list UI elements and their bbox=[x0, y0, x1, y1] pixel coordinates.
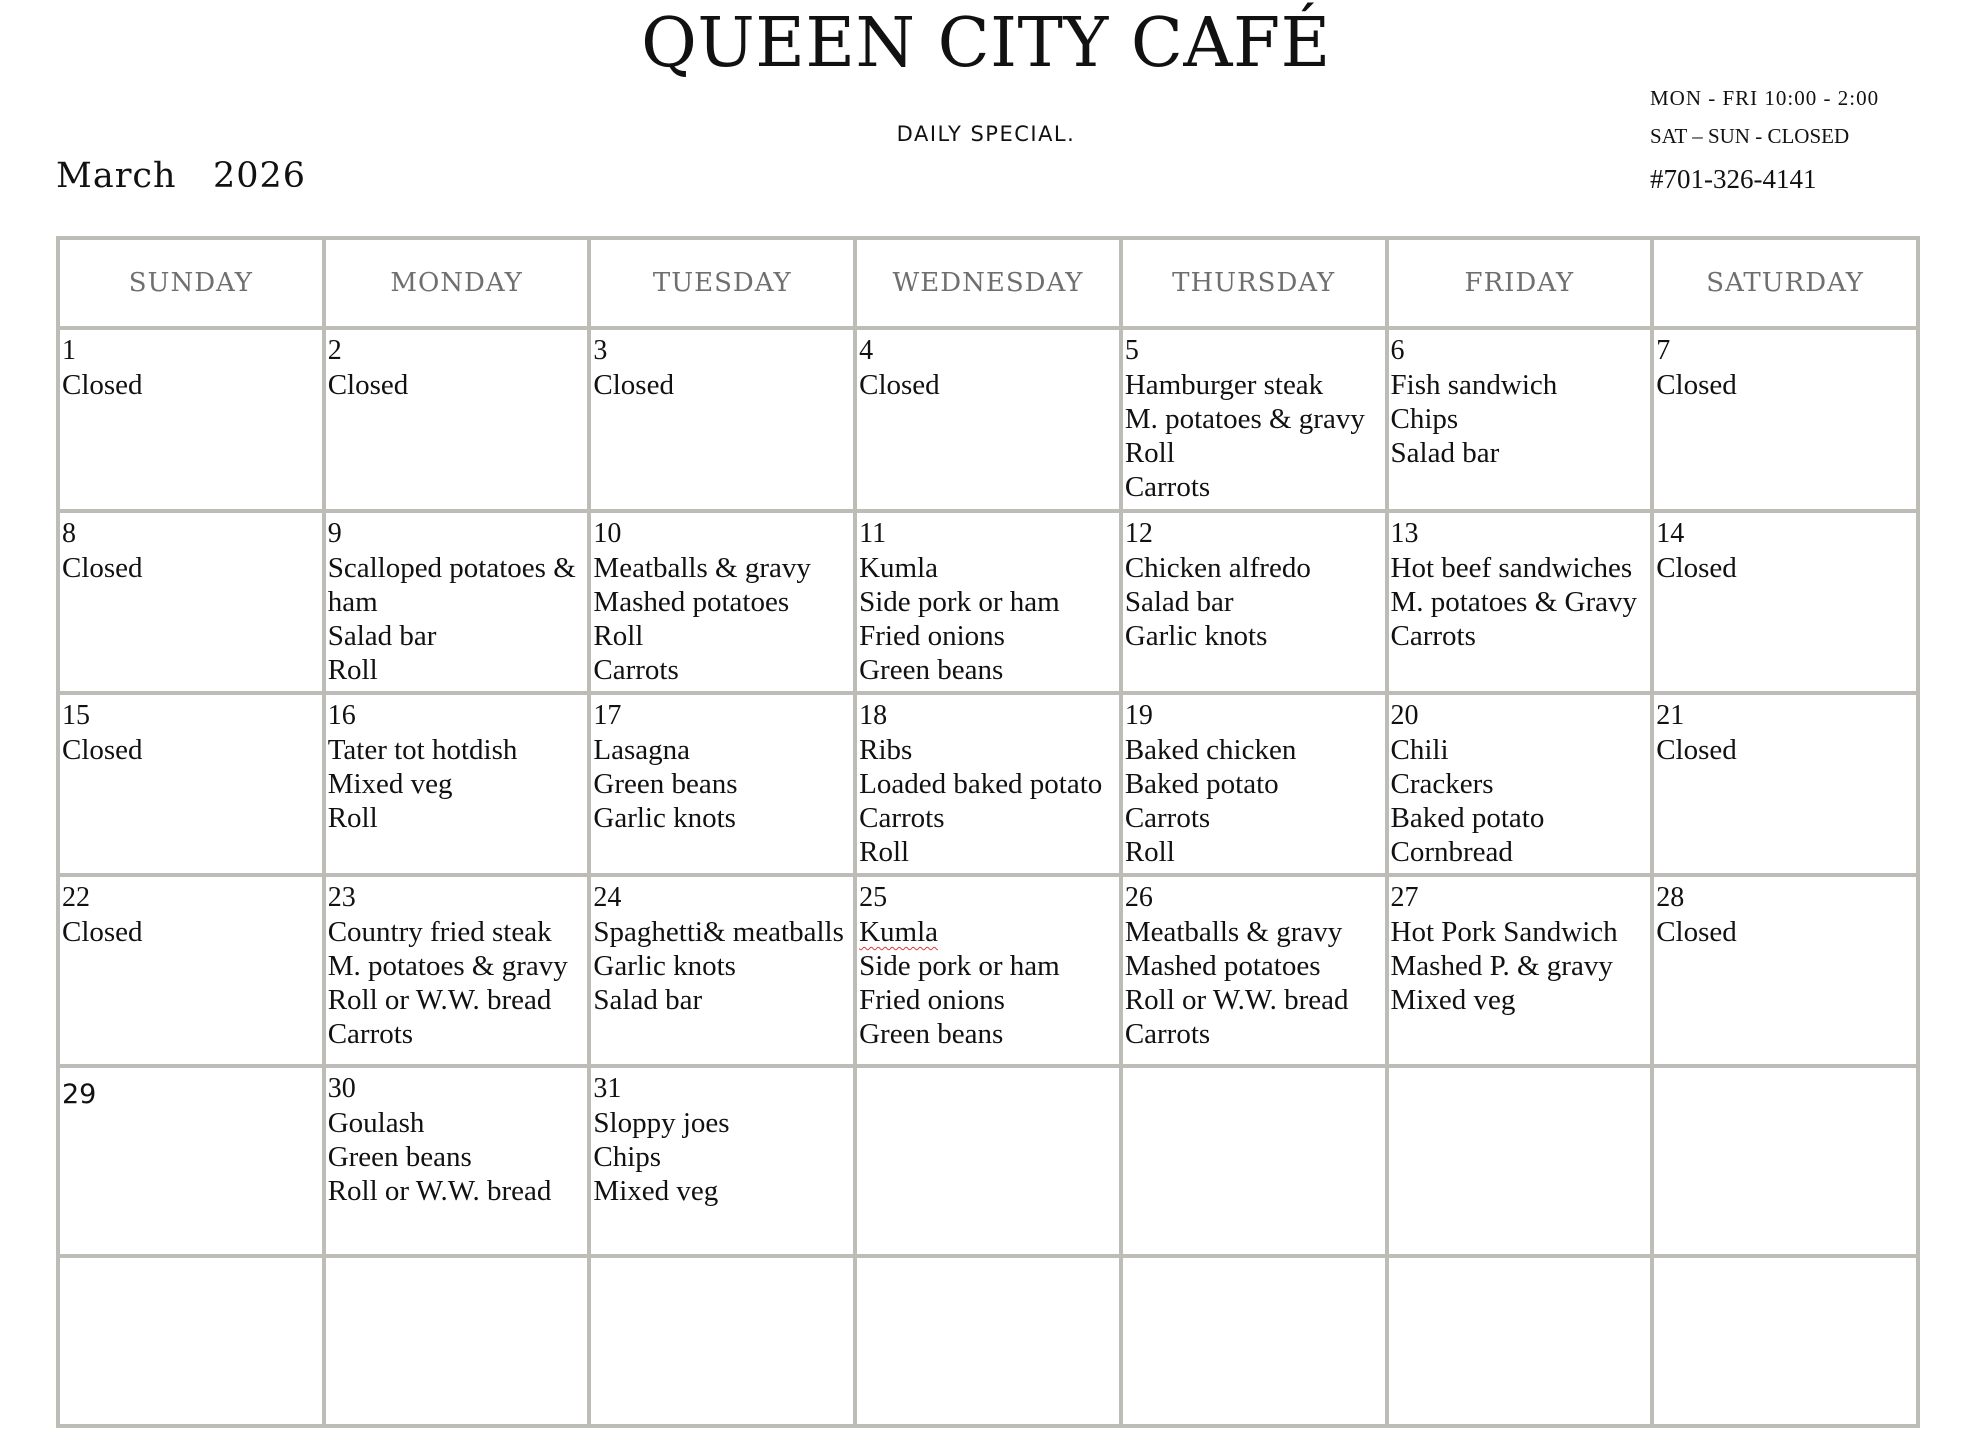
menu-item: Loaded baked potato bbox=[859, 768, 1103, 800]
day-number: 30 bbox=[327, 1073, 356, 1104]
day-cell bbox=[1121, 511, 1387, 693]
menu-item: ham bbox=[327, 586, 378, 618]
day-cell bbox=[589, 875, 855, 1066]
day-cell bbox=[1121, 875, 1387, 1066]
day-number: 26 bbox=[1124, 882, 1153, 913]
menu-item: Closed bbox=[62, 916, 143, 948]
week-row bbox=[58, 693, 1918, 875]
cafe-title: QUEEN CITY CAFÉ bbox=[641, 4, 1331, 83]
day-cell bbox=[1387, 328, 1653, 511]
day-cell bbox=[324, 511, 590, 693]
weekday-header: TUESDAY bbox=[589, 238, 855, 328]
menu-item: Green beans bbox=[859, 1018, 1004, 1050]
menu-item: Carrots bbox=[1124, 802, 1211, 834]
menu-item: M. potatoes & gravy bbox=[327, 950, 568, 982]
menu-item: Kumla bbox=[859, 916, 939, 948]
day-cell bbox=[1652, 875, 1918, 1066]
day-number: 16 bbox=[327, 700, 356, 731]
day-cell bbox=[589, 693, 855, 875]
day-cell bbox=[58, 1066, 324, 1256]
menu-item: Baked potato bbox=[1390, 802, 1545, 834]
menu-item: Green beans bbox=[859, 654, 1004, 686]
day-cell bbox=[855, 1066, 1121, 1256]
day-cell bbox=[1652, 1256, 1918, 1426]
day-cell bbox=[58, 511, 324, 693]
menu-item: Chips bbox=[593, 1141, 662, 1173]
day-number: 28 bbox=[1656, 882, 1685, 913]
subtitle: DAILY SPECIAL. bbox=[896, 122, 1076, 146]
menu-item: Roll bbox=[327, 802, 378, 834]
day-number: 11 bbox=[859, 518, 887, 549]
weekend-hours: SAT – SUN - CLOSED bbox=[1650, 124, 1850, 148]
day-cell bbox=[1652, 511, 1918, 693]
day-number: 1 bbox=[62, 335, 76, 366]
day-cell bbox=[1387, 1256, 1653, 1426]
menu-item: Closed bbox=[859, 369, 940, 401]
day-cell bbox=[324, 1066, 590, 1256]
menu-item: Closed bbox=[1656, 552, 1737, 584]
menu-item: Green beans bbox=[593, 768, 738, 800]
menu-item: Roll bbox=[1124, 437, 1175, 469]
day-cell bbox=[324, 1256, 590, 1426]
menu-item: Carrots bbox=[1124, 1018, 1211, 1050]
day-cell bbox=[58, 328, 324, 511]
day-cell bbox=[589, 328, 855, 511]
day-number: 24 bbox=[593, 882, 622, 913]
menu-item: Spaghetti& meatballs bbox=[593, 916, 844, 948]
day-cell bbox=[589, 1066, 855, 1256]
menu-item: Kumla bbox=[859, 552, 939, 584]
weekday-hours: MON - FRI 10:00 - 2:00 bbox=[1650, 86, 1880, 110]
day-number: 25 bbox=[859, 882, 888, 913]
day-cell bbox=[589, 511, 855, 693]
month-year-label: March 2026 bbox=[56, 156, 307, 196]
menu-item: Chips bbox=[1390, 403, 1459, 435]
weekday-header: MONDAY bbox=[324, 238, 590, 328]
weekday-header: FRIDAY bbox=[1387, 238, 1653, 328]
day-cell bbox=[324, 875, 590, 1066]
day-cell bbox=[1652, 328, 1918, 511]
day-cell bbox=[324, 693, 590, 875]
menu-item: Garlic knots bbox=[593, 950, 736, 982]
menu-item: Carrots bbox=[327, 1018, 414, 1050]
menu-item: Sloppy joes bbox=[593, 1107, 730, 1139]
menu-item: Mashed P. & gravy bbox=[1390, 950, 1613, 982]
day-number: 7 bbox=[1656, 335, 1671, 366]
day-number: 31 bbox=[593, 1073, 622, 1104]
menu-item: Roll bbox=[1124, 836, 1175, 868]
weekday-header-row bbox=[58, 238, 1918, 328]
menu-item: Roll bbox=[859, 836, 910, 868]
day-number: 22 bbox=[62, 882, 90, 913]
menu-item: Tater tot hotdish bbox=[327, 734, 518, 766]
menu-item: Side pork or ham bbox=[859, 950, 1060, 982]
day-number: 12 bbox=[1124, 518, 1153, 549]
day-number: 4 bbox=[859, 335, 874, 366]
day-cell bbox=[1121, 328, 1387, 511]
menu-item: Mixed veg bbox=[593, 1175, 719, 1207]
menu-item: Mashed potatoes bbox=[593, 586, 790, 618]
menu-item: Fried onions bbox=[859, 984, 1005, 1016]
week-row bbox=[58, 1256, 1918, 1426]
day-cell bbox=[1387, 511, 1653, 693]
menu-item: Side pork or ham bbox=[859, 586, 1060, 618]
menu-item: Closed bbox=[1656, 734, 1737, 766]
menu-item: Baked chicken bbox=[1124, 734, 1297, 766]
day-number: 14 bbox=[1656, 518, 1685, 549]
day-cell bbox=[1652, 693, 1918, 875]
day-cell bbox=[855, 511, 1121, 693]
menu-item: Fish sandwich bbox=[1390, 369, 1558, 401]
day-number: 2 bbox=[327, 335, 342, 366]
day-number: 15 bbox=[62, 700, 90, 731]
menu-item: Closed bbox=[62, 552, 143, 584]
day-cell bbox=[58, 693, 324, 875]
menu-item: Baked potato bbox=[1124, 768, 1279, 800]
day-number: 21 bbox=[1656, 700, 1685, 731]
menu-item: Meatballs & gravy bbox=[593, 552, 811, 584]
day-cell bbox=[1387, 875, 1653, 1066]
day-number: 3 bbox=[593, 335, 608, 366]
day-number: 19 bbox=[1124, 700, 1153, 731]
menu-item: Roll or W.W. bread bbox=[327, 1175, 552, 1207]
menu-item: Crackers bbox=[1390, 768, 1494, 800]
day-number: 13 bbox=[1390, 518, 1419, 549]
weekday-header: THURSDAY bbox=[1121, 238, 1387, 328]
menu-item: Closed bbox=[62, 734, 143, 766]
menu-item: Carrots bbox=[1390, 620, 1476, 652]
menu-item: Garlic knots bbox=[1124, 620, 1268, 652]
day-number: 29 bbox=[62, 1079, 97, 1110]
menu-item: Carrots bbox=[1124, 471, 1211, 503]
menu-item: Cornbread bbox=[1390, 836, 1513, 868]
day-number: 9 bbox=[327, 518, 342, 549]
day-cell bbox=[1652, 1066, 1918, 1256]
day-cell bbox=[1121, 1256, 1387, 1426]
day-cell bbox=[1121, 1066, 1387, 1256]
day-cell bbox=[1121, 693, 1387, 875]
menu-item: Hot Pork Sandwich bbox=[1390, 916, 1618, 948]
day-cell bbox=[855, 1256, 1121, 1426]
day-number: 10 bbox=[593, 518, 622, 549]
menu-item: Mixed veg bbox=[327, 768, 453, 800]
day-cell bbox=[589, 1256, 855, 1426]
menu-item: Chili bbox=[1390, 734, 1449, 766]
menu-item: Carrots bbox=[593, 654, 679, 686]
menu-item: Green beans bbox=[327, 1141, 472, 1173]
menu-item: Roll or W.W. bread bbox=[1124, 984, 1349, 1016]
menu-item: Scalloped potatoes & bbox=[327, 552, 576, 584]
day-cell bbox=[855, 875, 1121, 1066]
menu-item: Country fried steak bbox=[327, 916, 552, 948]
menu-item: Roll bbox=[593, 620, 644, 652]
day-cell bbox=[58, 875, 324, 1066]
menu-item: Closed bbox=[62, 369, 143, 401]
menu-item: Roll or W.W. bread bbox=[327, 984, 552, 1016]
menu-item: Salad bar bbox=[1390, 437, 1500, 469]
menu-item: Goulash bbox=[327, 1107, 425, 1139]
menu-item: Fried onions bbox=[859, 620, 1005, 652]
day-number: 18 bbox=[859, 700, 888, 731]
menu-item: Garlic knots bbox=[593, 802, 736, 834]
weekday-header: SATURDAY bbox=[1652, 238, 1918, 328]
menu-item: Salad bar bbox=[327, 620, 437, 652]
menu-item: Chicken alfredo bbox=[1124, 552, 1311, 584]
phone-number: #701-326-4141 bbox=[1650, 164, 1817, 194]
day-number: 8 bbox=[62, 518, 76, 549]
day-cell bbox=[1387, 1066, 1653, 1256]
weekday-header: WEDNESDAY bbox=[855, 238, 1121, 328]
menu-item: Salad bar bbox=[1124, 586, 1234, 618]
menu-item: Closed bbox=[593, 369, 674, 401]
day-number: 20 bbox=[1390, 700, 1419, 731]
day-number: 27 bbox=[1390, 882, 1419, 913]
menu-item: Salad bar bbox=[593, 984, 703, 1016]
menu-item: Mashed potatoes bbox=[1124, 950, 1321, 982]
menu-item: Ribs bbox=[859, 734, 913, 766]
week-row bbox=[58, 1066, 1918, 1256]
menu-item: Carrots bbox=[859, 802, 945, 834]
weekday-header: SUNDAY bbox=[58, 238, 324, 328]
menu-item: Mixed veg bbox=[1390, 984, 1516, 1016]
menu-item: Hamburger steak bbox=[1124, 369, 1324, 401]
day-number: 5 bbox=[1124, 335, 1139, 366]
menu-item: Roll bbox=[327, 654, 378, 686]
menu-item: Hot beef sandwiches bbox=[1390, 552, 1633, 584]
week-row bbox=[58, 875, 1918, 1066]
day-cell bbox=[1387, 693, 1653, 875]
day-number: 23 bbox=[327, 882, 356, 913]
day-number: 17 bbox=[593, 700, 622, 731]
menu-item: Closed bbox=[1656, 369, 1737, 401]
menu-item: Meatballs & gravy bbox=[1124, 916, 1343, 948]
week-row bbox=[58, 511, 1918, 693]
calendar-grid bbox=[56, 236, 1920, 1428]
menu-item: M. potatoes & Gravy bbox=[1390, 586, 1637, 618]
menu-item: M. potatoes & gravy bbox=[1124, 403, 1365, 435]
day-cell bbox=[855, 328, 1121, 511]
day-number: 6 bbox=[1390, 335, 1405, 366]
menu-item: Lasagna bbox=[593, 734, 691, 766]
day-cell bbox=[58, 1256, 324, 1426]
week-row bbox=[58, 328, 1918, 511]
menu-item: Closed bbox=[1656, 916, 1737, 948]
menu-item: Closed bbox=[327, 369, 409, 401]
day-cell bbox=[324, 328, 590, 511]
day-cell bbox=[855, 693, 1121, 875]
